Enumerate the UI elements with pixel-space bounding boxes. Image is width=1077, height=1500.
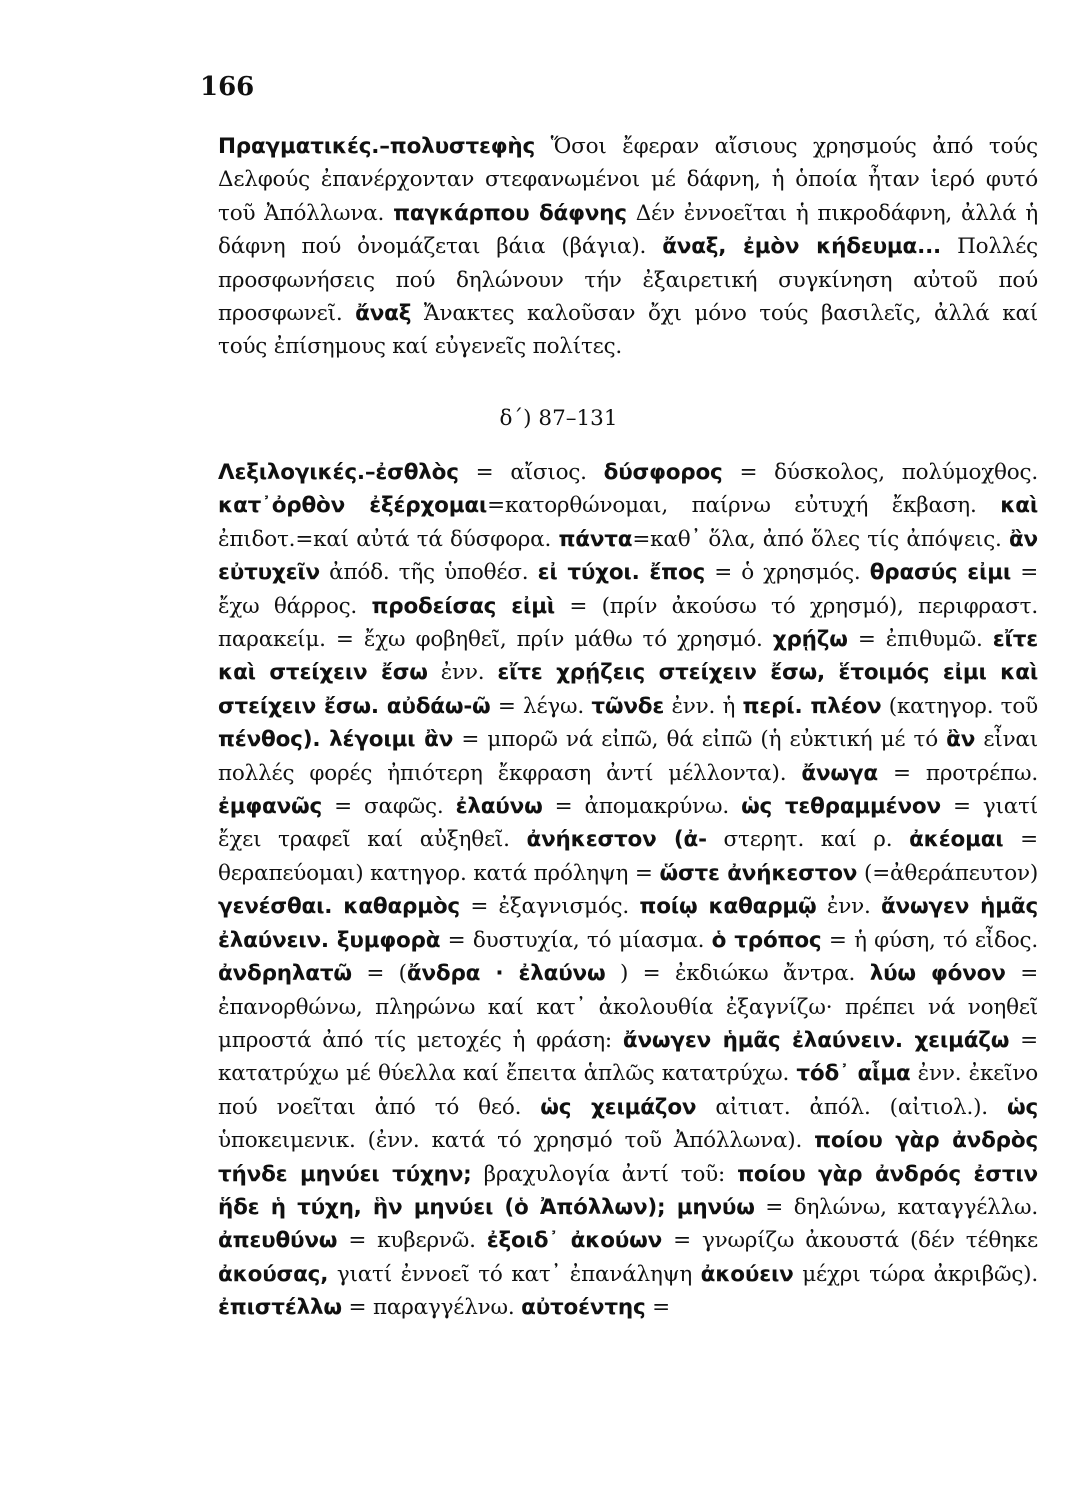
gloss-text: ἐνν. ἡ (664, 693, 743, 719)
term-bold: ὁ τρόπος (711, 927, 822, 953)
gloss-text: ὑποκειμενικ. (ἐνν. κατά τό χρησμό τοῦ Ἀπόλλωνα). (218, 1128, 815, 1154)
term-bold: καὶ (1000, 493, 1039, 519)
term-bold: τόδ᾽ αἷμα (796, 1061, 911, 1087)
gloss-text: βραχυλογία ἀντί τοῦ: (471, 1161, 738, 1187)
gloss-text: = ἐπιθυμῶ. (847, 627, 993, 653)
gloss-text: = προτρέπω. (877, 760, 1038, 786)
term-bold: ἄνωγεν ἡμᾶς ἐλαύνειν. ξυμφορὰ (218, 894, 1038, 953)
gloss-text: στερητ. καί ρ. (706, 827, 910, 853)
gloss-text: = (645, 1295, 670, 1321)
term-bold: ἄναξ, ἐμὸν κήδευμα... (662, 234, 942, 260)
term-bold: περί. πλέον (742, 693, 882, 719)
term-bold: ἐπιστέλλω (218, 1295, 342, 1321)
gloss-text: = ( (351, 961, 407, 987)
gloss-text: = κυβερνῶ. (337, 1228, 487, 1254)
gloss-text: Ὅσοι ἔφεραν αἴσιους χρησμούς ἀπό τούς Δελφούς ἐπανέρχονταν στεφανωμένοι μέ δάφνη, ἡ ὁποία ἦταν ἱερό φυτό τοῦ Ἀπόλλωνα. (218, 134, 1038, 226)
gloss-text: ) = ἐκδιώκω ἄντρα. (605, 961, 870, 987)
term-bold: εἰ τύχοι. ἔπος (537, 560, 706, 586)
gloss-text: Πολλές προσφωνήσεις πού δηλώνουν τήν ἐξαιρετική συγκίνηση αὐτοῦ πού προσφωνεῖ. (218, 234, 1039, 327)
gloss-text: = κατατρύχω μέ θύελλα καί ἔπειτα ἁπλῶς κατατρύχω. (218, 1027, 1038, 1087)
gloss-text: = αἴσιος. (458, 460, 604, 485)
gloss-text: =κατορθώνομαι, παίρνω εὐτυχή ἔκβαση. (487, 493, 1001, 519)
page-number: 166 (200, 72, 255, 102)
gloss-text: = δύσκολος, πολύμοχθος. (722, 460, 1038, 485)
term-bold: ἐμφανῶς (218, 794, 323, 820)
term-bold: ποίου γὰρ ἀνδρὸς τήνδε μηνύει τύχην; (218, 1128, 1038, 1187)
term-bold: ἀνήκεστον (ἀ- (526, 827, 707, 853)
gloss-text: εἶναι πολλές φορές ἠπιότερη ἔκφραση ἀντί μέλλοντα). (218, 727, 1038, 786)
gloss-text: γιατί ἐννοεῖ τό κατ᾽ ἐπανάληψη (328, 1261, 701, 1287)
term-bold: ἄνωγεν ἡμᾶς ἐλαύνειν. χειμάζω (622, 1027, 1010, 1053)
term-bold: ἀκούσας, (218, 1261, 329, 1287)
term-bold: ἄνδρα · ἐλαύνω (406, 961, 606, 987)
term-bold: πάντα (558, 526, 633, 552)
term-bold: ὥστε ἀνήκεστον (659, 860, 858, 886)
term-bold: ἐξοιδ᾽ ἀκούων (486, 1228, 663, 1254)
paragraph-lexilogikes (218, 456, 1038, 1325)
gloss-text: = ἐξαγνισμός. (459, 894, 640, 920)
term-bold: ἀπευθύνω (218, 1228, 338, 1254)
gloss-text: = λέγω. (490, 693, 592, 719)
term-bold: ποίῳ καθαρμῷ (639, 894, 817, 920)
term-bold: ἂν εὐτυχεῖν (218, 526, 1038, 586)
gloss-text: = γιατί ἔχει τραφεῖ καί αὐξηθεῖ. (218, 794, 1038, 853)
term-bold: λύω φόνον (869, 961, 1006, 987)
gloss-text: ἀπόδ. τῆς ὑποθέσ. (319, 560, 538, 586)
gloss-text: αἰτιατ. ἀπόλ. (αἰτιολ.). (696, 1094, 1007, 1120)
term-bold: Λεξιλογικές.–ἐσθλὸς (218, 460, 459, 485)
term-bold: γενέσθαι. καθαρμὸς (218, 894, 460, 920)
term-bold: ἀνδρηλατῶ (218, 961, 352, 987)
term-bold: θρασύς εἰμι (869, 560, 1012, 586)
gloss-text: ἐπιδοτ.=καί αὐτά τά δύσφορα. (218, 526, 559, 552)
term-bold: εἴτε χρῄζεις στείχειν ἔσω, ἕτοιμός εἰμι καὶ στείχειν ἔσω. αὐδάω-ῶ (218, 660, 1038, 719)
gloss-text: ἐνν. (427, 660, 498, 686)
gloss-text: =καθ᾽ ὅλα, ἀπό ὅλες τίς ἀπόψεις. (632, 526, 1009, 552)
term-bold: Πραγματικές.–πολυστεφὴς (218, 134, 535, 159)
gloss-text: (=ἀθεράπευτον) (857, 860, 1039, 886)
gloss-text: = ἡ φύση, τό εἶδος. (821, 927, 1038, 953)
term-bold: ἀκέομαι (909, 827, 1004, 853)
term-bold: ὡς (1006, 1094, 1039, 1120)
gloss-text: = μπορῶ νά εἰπῶ, θά εἰπῶ (ἡ εὐκτική μέ τό (453, 727, 947, 753)
term-bold: ἀκούειν (700, 1261, 794, 1287)
gloss-text: = (πρίν ἀκούσω τό χρησμό), περιφραστ. παρακείμ. = ἔχω φοβηθεῖ, πρίν μάθω τό χρησμό. (218, 593, 1038, 653)
term-bold: ὡς χειμάζον (540, 1094, 697, 1120)
gloss-text: = ἔχω θάρρος. (218, 560, 1039, 619)
gloss-text: ἐνν. ἐκεῖνο πού νοεῖται ἀπό τό θεό. (218, 1061, 1039, 1120)
gloss-text: ἐνν. (816, 894, 881, 920)
gloss-text: = παραγγέλνω. (341, 1295, 522, 1321)
term-bold: τῶνδε (591, 693, 665, 719)
gloss-text: = ἐπανορθώνω, πληρώνω καί κατ᾽ ἀκολουθία ἐξαγνίζω· πρέπει νά νοηθεῖ μπροστά ἀπό τίς μετοχές ἡ φράση: (218, 961, 1039, 1053)
term-bold: δύσφορος (603, 460, 723, 485)
term-bold: ποίου γὰρ ἀνδρός ἐστιν ἥδε ἡ τύχη, ἣν μηνύει (ὁ Ἀπόλλων); μηνύω (218, 1161, 1038, 1220)
gloss-text: = δυστυχία, τό μίασμα. (440, 927, 712, 953)
term-bold: χρῄζω (772, 627, 848, 653)
term-bold: ὡς τεθραμμένον (741, 794, 941, 820)
gloss-text: μέχρι τώρα ἀκριβῶς). (793, 1261, 1038, 1287)
gloss-text: = θεραπεύομαι) κατηγορ. κατά πρόληψη = (218, 827, 1038, 886)
gloss-text: = δηλώνω, καταγγέλλω. (754, 1194, 1038, 1220)
term-bold: ἄνωγα (801, 760, 878, 786)
term-bold: παγκάρπου δάφνης (393, 200, 627, 226)
gloss-text: = σαφῶς. (322, 794, 456, 820)
gloss-text: Δέν ἐννοεῖται ἡ πικροδάφνη, ἀλλά ἡ δάφνη πού ὀνομάζεται βάια (βάγια). (218, 200, 1038, 260)
term-bold: πένθος). λέγοιμι ἂν (218, 727, 454, 753)
term-bold: αὐτοέντης (521, 1295, 646, 1321)
paragraph-pragmatikes (218, 130, 1038, 364)
term-bold: ἄναξ (355, 301, 412, 327)
term-bold: ἂν (946, 727, 976, 753)
section-heading: δ΄) 87–131 (499, 406, 618, 431)
gloss-text: = γνωρίζω ἀκουστά (δέν τέθηκε (662, 1228, 1038, 1254)
term-bold: ἐλαύνω (455, 794, 543, 820)
gloss-text: = ὁ χρησμός. (705, 560, 870, 586)
gloss-text: (κατηγορ. τοῦ (881, 693, 1038, 719)
term-bold: κατ᾽ὀρθὸν ἐξέρχομαι (218, 493, 488, 519)
gloss-text: = ἀπομακρύνω. (542, 794, 742, 820)
term-bold: προδείσας εἰμὶ (371, 593, 555, 619)
term-bold: εἴτε καὶ στείχειν ἔσω (218, 627, 1038, 686)
gloss-text: Ἄνακτες καλοῦσαν ὄχι μόνο τούς βασιλεῖς, ἀλλά καί τούς ἐπίσημους καί εὐγενεῖς πολίτες. (218, 301, 1038, 360)
